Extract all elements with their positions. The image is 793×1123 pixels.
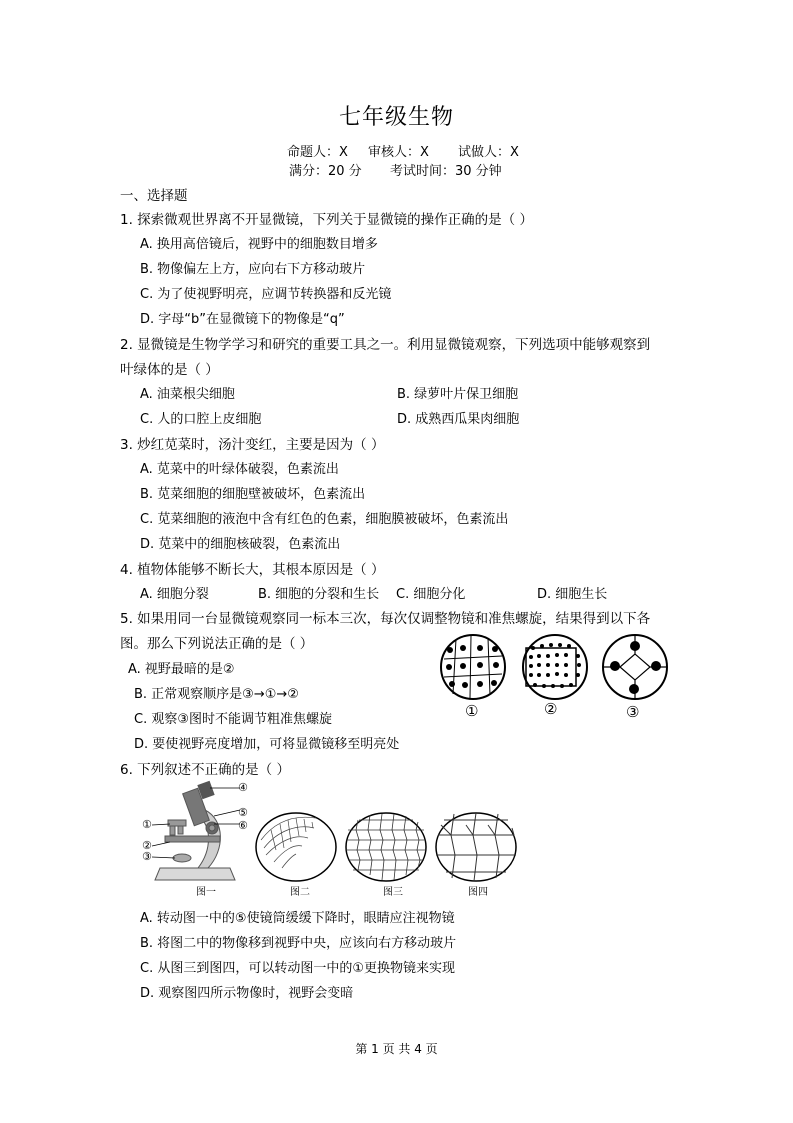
question-4-option-c[interactable]: C. 细胞分化: [396, 587, 466, 602]
question-5-option-b[interactable]: B. 正常观察顺序是③→①→②: [134, 687, 299, 702]
question-3-option-b[interactable]: B. 苋菜细胞的细胞壁被破坏，色素流出: [140, 487, 366, 502]
question-1-option-d[interactable]: D. 字母“b”在显微镜下的物像是“q”: [140, 312, 345, 327]
question-2-stem: 2. 显微镜是生物学学习和研究的重要工具之一。利用显微镜观察，下列选项中能够观察到: [120, 337, 651, 353]
q5-figure-label-3: ③: [626, 703, 640, 721]
question-4-stem: 4. 植物体能够不断长大，其根本原因是（ ）: [120, 562, 385, 578]
field-figure-2: [256, 813, 336, 881]
page-title: 七年级生物: [338, 105, 454, 130]
field-figure-4: [436, 813, 516, 881]
question-6-option-c[interactable]: C. 从图三到图四，可以转动图一中的①更换物镜来实现: [140, 961, 455, 976]
microscope-label-1: ①: [142, 818, 152, 831]
question-1-option-a[interactable]: A. 换用高倍镜后，视野中的细胞数目增多: [140, 237, 378, 252]
reviewer-label: 审核人：X: [368, 145, 429, 160]
q6-figure-label-3: 图四: [468, 887, 488, 898]
question-2-option-b[interactable]: B. 绿萝叶片保卫细胞: [397, 387, 519, 402]
question-2-stem-cont: 叶绿体的是（ ）: [120, 362, 219, 378]
question-4-option-b[interactable]: B. 细胞的分裂和生长: [258, 587, 380, 602]
microscope-label-4: ④: [238, 781, 248, 794]
question-1-option-c[interactable]: C. 为了使视野明亮，应调节转换器和反光镜: [140, 287, 392, 302]
field-figure-3: [346, 813, 426, 881]
microscope-label-3: ③: [142, 850, 152, 863]
question-3-stem: 3. 炒红苋菜时，汤汁变红，主要是因为（ ）: [120, 437, 385, 453]
question-6-option-d[interactable]: D. 观察图四所示物像时，视野会变暗: [140, 986, 354, 1001]
microscope-label-5: ⑤: [238, 806, 248, 819]
question-6-stem: 6. 下列叙述不正确的是（ ）: [120, 762, 290, 778]
q6-fields: [256, 810, 526, 885]
time-label: 考试时间：30 分钟: [390, 164, 502, 179]
question-2-option-d[interactable]: D. 成熟西瓜果肉细胞: [397, 412, 520, 427]
setter-label: 命题人：X: [287, 145, 348, 160]
tester-label: 试做人：X: [458, 145, 519, 160]
microscope-label-2: ②: [142, 839, 152, 852]
question-5-option-d[interactable]: D. 要使视野亮度增加，可将显微镜移至明亮处: [134, 737, 400, 752]
question-5-option-a[interactable]: A. 视野最暗的是②: [128, 662, 235, 677]
microscope-figure: [140, 780, 255, 885]
question-2-option-c[interactable]: C. 人的口腔上皮细胞: [140, 412, 262, 427]
field-2-circle: [523, 635, 587, 699]
question-1-stem: 1. 探索微观世界离不开显微镜，下列关于显微镜的操作正确的是（ ）: [120, 212, 533, 228]
q5-figure-label-1: ①: [465, 702, 479, 720]
q6-figure-label-1: 图二: [290, 887, 310, 898]
field-1-circle: [441, 635, 505, 699]
question-1-option-b[interactable]: B. 物像偏左上方，应向右下方移动玻片: [140, 262, 366, 277]
field-3-circle: [603, 635, 667, 699]
q5-figure-label-2: ②: [544, 700, 558, 718]
question-5-option-c[interactable]: C. 观察③图时不能调节粗准焦螺旋: [134, 712, 332, 727]
question-3-option-a[interactable]: A. 苋菜中的叶绿体破裂，色素流出: [140, 462, 339, 477]
page-footer: 第 1 页 共 4 页: [355, 1042, 438, 1056]
section-heading: 一、选择题: [120, 188, 188, 204]
question-3-option-c[interactable]: C. 苋菜细胞的液泡中含有红色的色素，细胞膜被破坏，色素流出: [140, 512, 509, 527]
score-label: 满分：20 分: [289, 164, 362, 179]
question-4-option-a[interactable]: A. 细胞分裂: [140, 587, 209, 602]
question-4-option-d[interactable]: D. 细胞生长: [537, 587, 608, 602]
question-3-option-d[interactable]: D. 苋菜中的细胞核破裂，色素流出: [140, 537, 341, 552]
question-2-option-a[interactable]: A. 油菜根尖细胞: [140, 387, 235, 402]
q6-figure-label-2: 图三: [383, 887, 403, 898]
question-6-option-a[interactable]: A. 转动图一中的⑤使镜筒缓缓下降时，眼睛应注视物镜: [140, 911, 455, 926]
microscope-label-6: ⑥: [238, 819, 248, 832]
question-5-stem: 5. 如果用同一台显微镜观察同一标本三次，每次仅调整物镜和准焦螺旋，结果得到以下各: [120, 611, 651, 627]
question-5-stem-cont: 图。那么下列说法正确的是（ ）: [120, 636, 314, 652]
question-6-option-b[interactable]: B. 将图二中的物像移到视野中央，应该向右方移动玻片: [140, 936, 457, 951]
q6-figure-label-0: 图一: [196, 887, 216, 898]
